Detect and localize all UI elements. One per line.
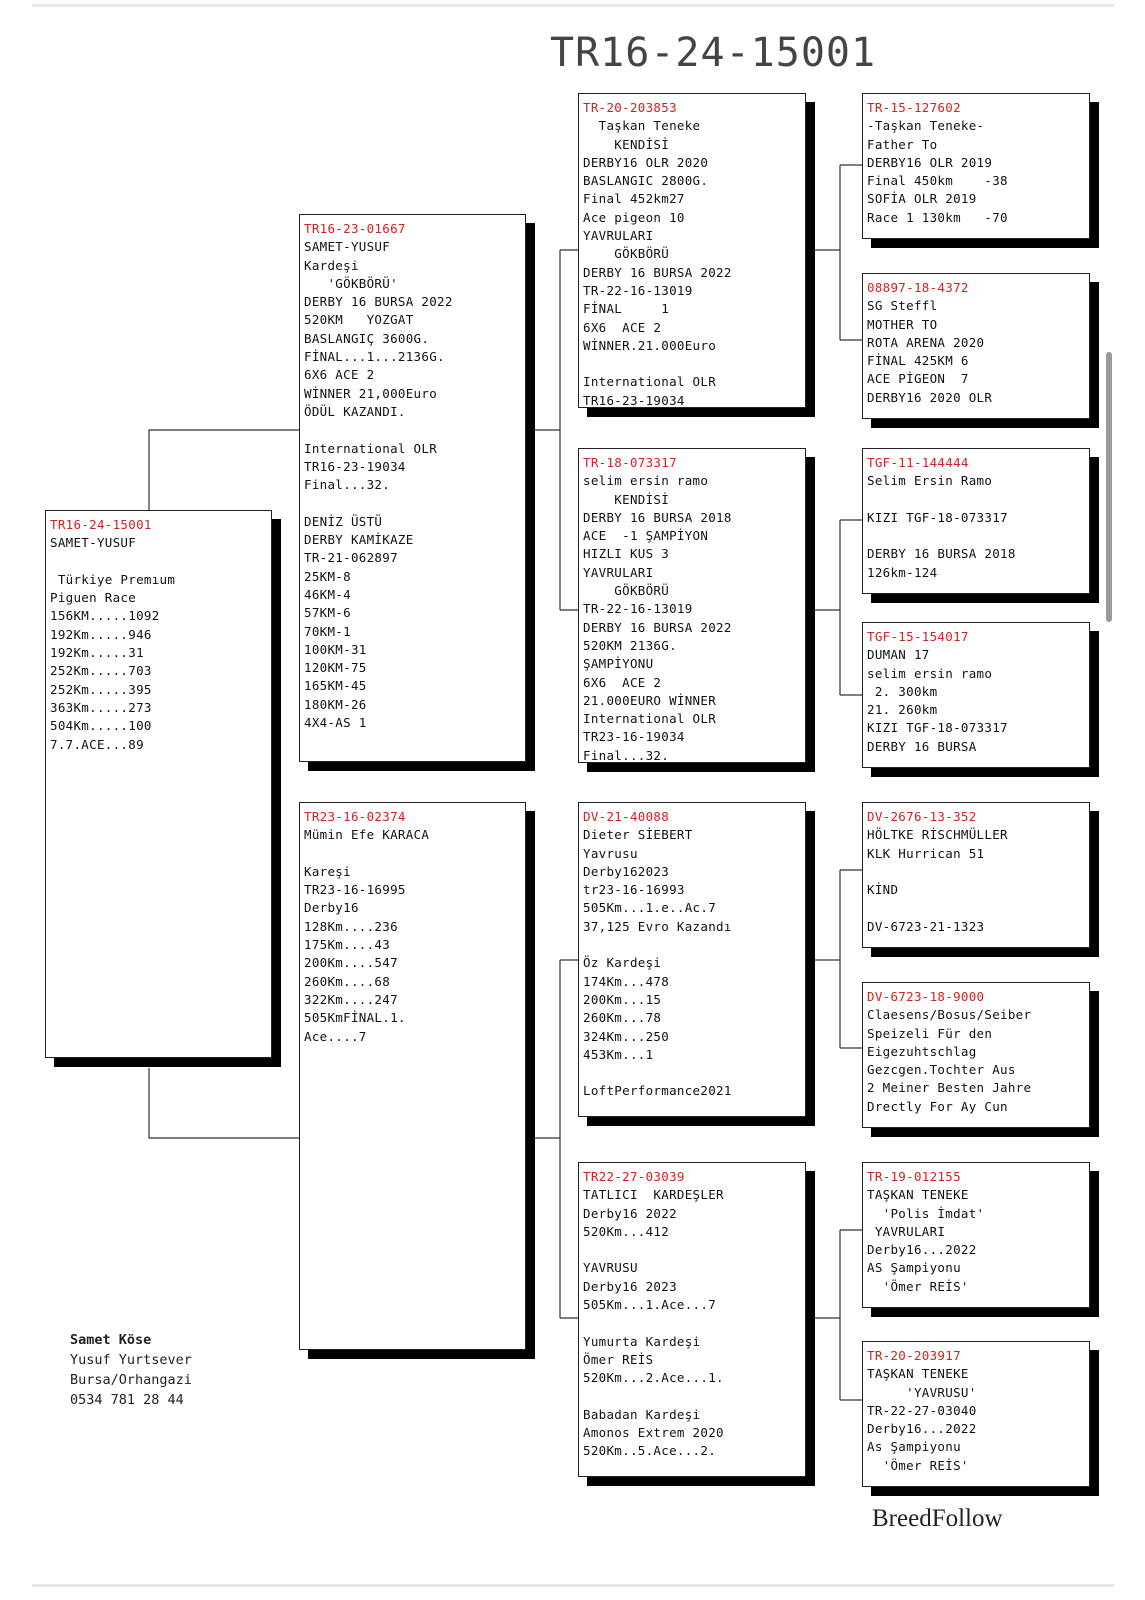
ring-number: TR16-24-15001 bbox=[50, 517, 152, 532]
pedigree-card-dsd bbox=[862, 982, 1090, 1128]
card-details: HÖLTKE RİSCHMÜLLER KLK Hurrican 51 KİND DV-6723-21-1323 bbox=[867, 827, 1008, 934]
pedigree-card-ddd bbox=[862, 1341, 1090, 1487]
ring-number: DV-21-40088 bbox=[583, 809, 670, 824]
pedigree-card-dss bbox=[862, 802, 1090, 948]
brand-logo: BreedFollow bbox=[872, 1505, 1003, 1532]
pedigree-card-sire-sire bbox=[578, 93, 806, 408]
ring-number: TR-20-203853 bbox=[583, 100, 677, 115]
ring-number: TR23-16-02374 bbox=[304, 809, 406, 824]
pedigree-card-sss bbox=[862, 93, 1090, 239]
scrollbar[interactable] bbox=[1106, 352, 1112, 622]
card-details: SAMET-YUSUF Türkiye Premıum Piguen Race 156KM.....1092 192Km.....946 192Km.....31 252Km.....703 252Km.....395 363Km.....273 504Km.....100 7.7.ACE...89 bbox=[50, 535, 176, 752]
pedigree-card-dam-dam bbox=[578, 1162, 806, 1477]
ring-number: DV-2676-13-352 bbox=[867, 809, 977, 824]
owner-name: Samet Köse bbox=[70, 1332, 152, 1348]
owner-info bbox=[70, 1330, 192, 1410]
pedigree-card-sire bbox=[299, 214, 526, 762]
ring-number: TR16-23-01667 bbox=[304, 221, 406, 236]
page-title: TR16-24-15001 bbox=[550, 30, 877, 76]
ring-number: TGF-11-144444 bbox=[867, 455, 969, 470]
pedigree-card-sdd bbox=[862, 622, 1090, 768]
owner-partner: Yusuf Yurtsever bbox=[70, 1352, 192, 1368]
ring-number: TGF-15-154017 bbox=[867, 629, 969, 644]
pedigree-card-dam-sire bbox=[578, 802, 806, 1117]
card-details: DUMAN 17 selim ersin ramo 2. 300km 21. 260km KIZI TGF-18-073317 DERBY 16 BURSA bbox=[867, 647, 1008, 754]
ring-number: TR-15-127602 bbox=[867, 100, 961, 115]
ring-number: TR-19-012155 bbox=[867, 1169, 961, 1184]
pedigree-card-dds bbox=[862, 1162, 1090, 1308]
pedigree-card-subject bbox=[45, 510, 272, 1058]
card-details: SG Steffl MOTHER TO ROTA ARENA 2020 FİNAL 425KM 6 ACE PİGEON 7 DERBY16 2020 OLR bbox=[867, 298, 993, 405]
owner-phone: 0534 781 28 44 bbox=[70, 1392, 184, 1408]
card-details: TAŞKAN TENEKE 'Polis İmdat' YAVRULARI Derby16...2022 AS Şampiyonu 'Ömer REİS' bbox=[867, 1187, 985, 1294]
ring-number: DV-6723-18-9000 bbox=[867, 989, 985, 1004]
card-details: TAŞKAN TENEKE 'YAVRUSU' TR-22-27-03040 Derby16...2022 As Şampiyonu 'Ömer REİS' bbox=[867, 1366, 977, 1473]
pedigree-card-sire-dam bbox=[578, 448, 806, 763]
ring-number: TR-20-203917 bbox=[867, 1348, 961, 1363]
ring-number: 08897-18-4372 bbox=[867, 280, 969, 295]
owner-location: Bursa/Orhangazi bbox=[70, 1372, 192, 1388]
card-details: Taşkan Teneke KENDİSİ DERBY16 OLR 2020 BASLANGIC 2800G. Final 452km27 Ace pigeon 10 YAVRULARI GÖKBÖRÜ DERBY 16 BURSA 2022 TR-22-16-13019 FİNAL 1 6X6 ACE 2 WİNNER.21.000Euro International OLR TR16-23-19034 bbox=[583, 118, 732, 408]
ring-number: TR-18-073317 bbox=[583, 455, 677, 470]
card-details: TATLICI KARDEŞLER Derby16 2022 520Km...412 YAVRUSU Derby16 2023 505Km...1.Ace...7 Yumurta Kardeşi Ömer REİS 520Km...2.Ace...1. Babadan Kardeşi Amonos Extrem 2020 520Km..5.Ace...2. bbox=[583, 1187, 724, 1459]
ring-number: TR22-27-03039 bbox=[583, 1169, 685, 1184]
card-details: -Taşkan Teneke- Father To DERBY16 OLR 2019 Final 450km -38 SOFİA OLR 2019 Race 1 130km -70 bbox=[867, 118, 1008, 225]
card-details: Selim Ersin Ramo KIZI TGF-18-073317 DERBY 16 BURSA 2018 126km-124 bbox=[867, 473, 1016, 580]
pedigree-card-dam bbox=[299, 802, 526, 1350]
card-details: selim ersin ramo KENDİSİ DERBY 16 BURSA 2018 ACE -1 ŞAMPİYON HIZLI KUS 3 YAVRULARI GÖKBÖRÜ TR-22-16-13019 DERBY 16 BURSA 2022 520KM 2136G. ŞAMPİYONU 6X6 ACE 2 21.000EURO WİNNER International OLR TR23-16-19034 Final...32. bbox=[583, 473, 732, 763]
card-details: Mümin Efe KARACA Kareşi TR23-16-16995 Derby16 128Km....236 175Km....43 200Km....547 260Km....68 322Km....247 505KmFİNAL.1. Ace....7 bbox=[304, 827, 430, 1044]
card-details: SAMET-YUSUF Kardeşi 'GÖKBÖRÜ' DERBY 16 BURSA 2022 520KM YOZGAT BASLANGIÇ 3600G. FİNAL...1...2136G. 6X6 ACE 2 WİNNER 21,000Euro ÖDÜL KAZANDI. International OLR TR16-23-19034 Final...32. DENİZ ÜSTÜ DERBY KAMİKAZE TR-21-062897 25KM-8 46KM-4 57KM-6 70KM-1 100KM-31 120KM-75 165KM-45 180KM-26 4X4-AS 1 bbox=[304, 239, 453, 731]
pedigree-card-ssd bbox=[862, 273, 1090, 419]
card-details: Claesens/Bosus/Seiber Speizeli Für den Eigezuhtschlag Gezcgen.Tochter Aus 2 Meiner Besten Jahre Drectly For Ay Cun bbox=[867, 1007, 1032, 1114]
card-details: Dieter SİEBERT Yavrusu Derby162023 tr23-16-16993 505Km...1.e..Ac.7 37,125 Evro Kazandı Öz Kardeşi 174Km...478 200Km...15 260Km...78 324Km...250 453Km...1 LoftPerformance2021 bbox=[583, 827, 732, 1099]
pedigree-card-sds bbox=[862, 448, 1090, 594]
